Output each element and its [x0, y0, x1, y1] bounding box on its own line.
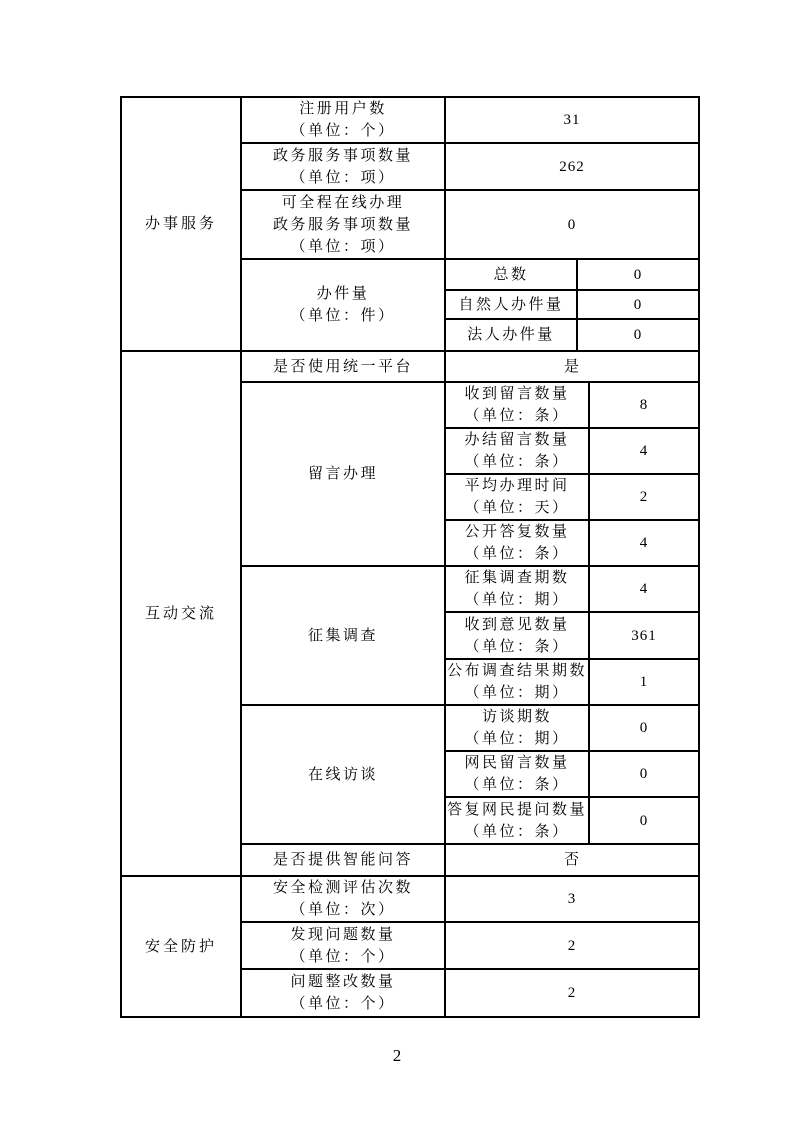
subitem-label: 平均办理时间: [464, 478, 570, 494]
group-label-cell: 留言办理: [241, 382, 445, 566]
item-label: 注册用户数: [299, 101, 387, 117]
item-value-cell: 3: [445, 876, 699, 922]
subitem-value-cell: 4: [589, 566, 699, 612]
group-label-cell: 在线访谈: [241, 705, 445, 844]
subitem-label: 办结留言数量: [464, 432, 570, 448]
subitem-unit: （单位：天）: [464, 500, 570, 516]
item-value-cell: 262: [445, 143, 699, 190]
subitem-label: 网民留言数量: [464, 755, 570, 771]
item-unit: （单位：个）: [290, 996, 396, 1012]
subitem-value-cell: 0: [589, 705, 699, 751]
subitem-label-cell: 总数: [445, 259, 577, 290]
subitem-label-cell: [445, 520, 589, 566]
subitem-label-cell: [445, 612, 589, 659]
subitem-label: 访谈期数: [481, 709, 552, 725]
item-label-cell: [241, 97, 445, 143]
subitem-value-cell: 4: [589, 520, 699, 566]
table-row: [121, 97, 699, 143]
item-unit: （单位：个）: [290, 948, 396, 965]
subitem-value-cell: 0: [577, 259, 699, 290]
report-table: [120, 96, 700, 1018]
table-row: [121, 351, 699, 382]
subitem-value-cell: 0: [577, 319, 699, 351]
category-cell-interaction: 互动交流: [121, 351, 241, 876]
subitem-unit: （单位：条）: [464, 823, 570, 840]
group-label: 办件量: [316, 286, 370, 302]
item-unit: （单位：次）: [290, 902, 396, 918]
item-label-cell: [241, 876, 445, 922]
subitem-unit: （单位：期）: [464, 685, 570, 701]
subitem-value-cell: 0: [589, 797, 699, 844]
item-label-cell: 是否使用统一平台: [241, 351, 445, 382]
group-label-cell: [241, 259, 445, 351]
item-label-cell: 是否提供智能问答: [241, 844, 445, 876]
subitem-label-cell: 法人办件量: [445, 319, 577, 351]
subitem-value-cell: 0: [577, 290, 699, 319]
item-unit: （单位：项）: [290, 238, 396, 255]
subitem-label: 征集调查期数: [464, 570, 570, 586]
item-label-cell: [241, 190, 445, 259]
subitem-label-cell: [445, 428, 589, 474]
item-value-cell: 31: [445, 97, 699, 143]
subitem-value-cell: 2: [589, 474, 699, 520]
category-cell-security: 安全防护: [121, 876, 241, 1017]
item-value-cell: 否: [445, 844, 699, 876]
item-value-cell: 是: [445, 351, 699, 382]
group-label-cell: 征集调查: [241, 566, 445, 705]
page-number: 2: [392, 1046, 402, 1065]
item-value-cell: 0: [445, 190, 699, 259]
subitem-unit: （单位：期）: [464, 592, 570, 608]
subitem-unit: （单位：条）: [464, 454, 570, 470]
subitem-unit: （单位：期）: [464, 731, 570, 747]
category-cell-services: 办事服务: [121, 97, 241, 351]
subitem-label-cell: 自然人办件量: [445, 290, 577, 319]
item-label: 安全检测评估次数: [272, 880, 413, 896]
subitem-label: 答复网民提问数量: [446, 801, 587, 818]
subitem-label-cell: [445, 797, 589, 844]
item-unit: （单位：项）: [290, 169, 396, 186]
subitem-value-cell: 4: [589, 428, 699, 474]
subitem-value-cell: 361: [589, 612, 699, 659]
subitem-label-cell: [445, 474, 589, 520]
item-label: 政务服务事项数量: [272, 147, 413, 164]
subitem-label-cell: [445, 659, 589, 705]
subitem-label-cell: [445, 705, 589, 751]
item-label-cell: [241, 143, 445, 190]
item-label-cell: [241, 922, 445, 969]
subitem-label-cell: [445, 566, 589, 612]
subitem-unit: （单位：条）: [464, 638, 570, 655]
item-unit: （单位：个）: [290, 123, 396, 139]
subitem-value-cell: 8: [589, 382, 699, 428]
subitem-label: 收到留言数量: [464, 386, 570, 402]
table-row: [121, 876, 699, 922]
item-label: 发现问题数量: [290, 926, 396, 943]
subitem-unit: （单位：条）: [464, 546, 570, 562]
item-label-line2: 政务服务事项数量: [272, 216, 413, 233]
subitem-label: 收到意见数量: [464, 616, 570, 633]
subitem-label: 公布调查结果期数: [446, 663, 587, 679]
subitem-unit: （单位：条）: [464, 408, 570, 424]
subitem-label-cell: [445, 382, 589, 428]
subitem-value-cell: 0: [589, 751, 699, 797]
item-value-cell: 2: [445, 969, 699, 1017]
subitem-label: 公开答复数量: [464, 524, 570, 540]
group-unit: （单位：件）: [290, 308, 396, 324]
item-label: 可全程在线办理: [281, 194, 405, 211]
item-label: 问题整改数量: [290, 974, 396, 990]
subitem-label-cell: [445, 751, 589, 797]
item-value-cell: 2: [445, 922, 699, 969]
subitem-value-cell: 1: [589, 659, 699, 705]
subitem-unit: （单位：条）: [464, 777, 570, 793]
item-label-cell: [241, 969, 445, 1017]
